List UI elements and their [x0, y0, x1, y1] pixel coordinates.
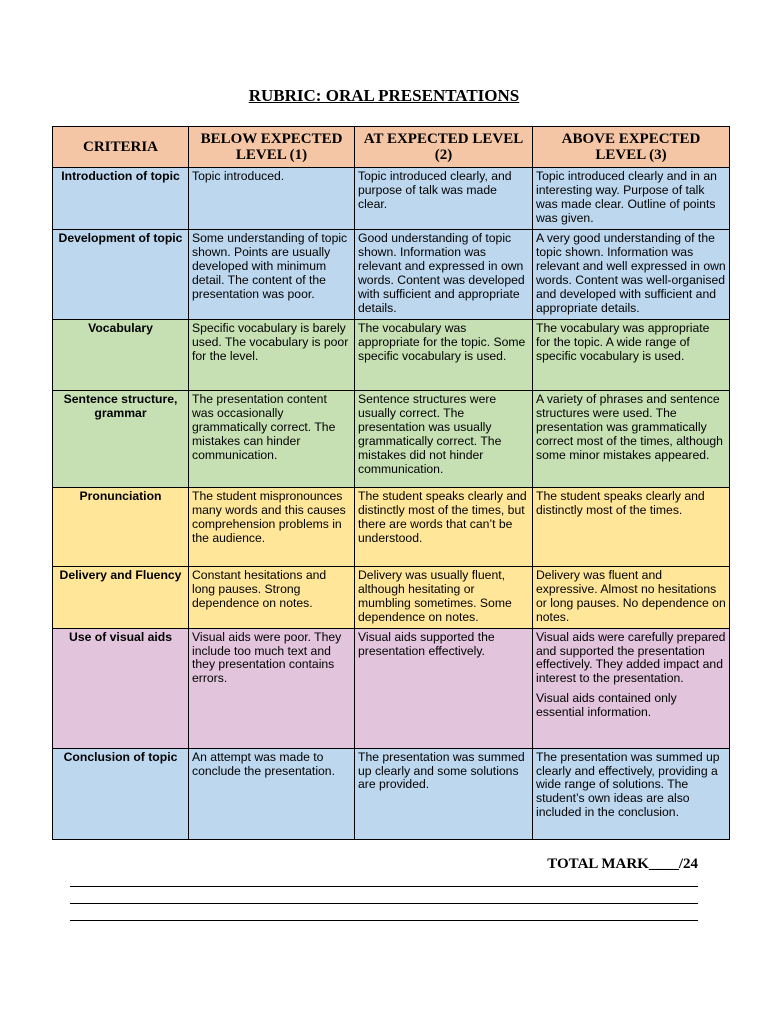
- descriptor-text: The student speaks clearly and distinctly most of the times.: [536, 489, 705, 517]
- descriptor-text: Visual aids were carefully prepared and supported the presentation effectively. They added impact and interest to the presentation.: [536, 629, 726, 686]
- criteria-cell: Conclusion of topic: [53, 748, 189, 839]
- above-expected-cell: [533, 320, 730, 391]
- rubric-row: [53, 567, 730, 629]
- above-expected-cell: [533, 391, 730, 488]
- below-expected-cell: [189, 391, 355, 488]
- criteria-cell: Sentence structure, grammar: [53, 391, 189, 488]
- at-expected-cell: [355, 391, 533, 488]
- criteria-cell: Vocabulary: [53, 320, 189, 391]
- at-expected-cell: [355, 488, 533, 567]
- at-expected-cell: [355, 320, 533, 391]
- at-expected-cell: [355, 748, 533, 839]
- rubric-table: [52, 126, 730, 840]
- rubric-row: [53, 488, 730, 567]
- above-expected-cell: [533, 230, 730, 320]
- descriptor-text: The student speaks clearly and distinctly most of the times, but there are words that can’t be understood.: [358, 489, 527, 545]
- descriptor-text: Delivery was fluent and expressive. Almost no hesitations or long pauses. No dependence on notes.: [536, 568, 726, 624]
- criteria-cell: Delivery and Fluency: [53, 567, 189, 629]
- descriptor-text: A very good understanding of the topic shown. Information was relevant and well expressed in own words. Content was well-organised and developed with sufficient and appropriate details.: [536, 231, 726, 315]
- below-expected-cell: [189, 230, 355, 320]
- at-expected-cell: [355, 168, 533, 230]
- descriptor-text: Topic introduced.: [192, 169, 285, 183]
- total-mark: TOTAL MARK____/24: [547, 856, 698, 872]
- descriptor-text: Good understanding of topic shown. Information was relevant and expressed in own words. Content was developed with sufficient and appropriate details.: [358, 231, 525, 315]
- above-expected-cell: [533, 748, 730, 839]
- answer-line: [70, 886, 698, 887]
- rubric-row: [53, 230, 730, 320]
- descriptor-text: The presentation was summed up clearly and some solutions are provided.: [358, 749, 525, 792]
- at-expected-cell: [355, 628, 533, 748]
- descriptor-text: The presentation content was occasionally grammatically correct. The mistakes can hinder communication.: [192, 392, 336, 462]
- descriptor-text: Topic introduced clearly, and purpose of talk was made clear.: [358, 169, 512, 211]
- rubric-row: [53, 391, 730, 488]
- descriptor-text: Constant hesitations and long pauses. Strong dependence on notes.: [192, 568, 327, 610]
- criteria-cell: Use of visual aids: [53, 628, 189, 748]
- descriptor-text: An attempt was made to conclude the presentation.: [192, 749, 335, 778]
- descriptor-text: Delivery was usually fluent, although hesitating or mumbling sometimes. Some dependence on notes.: [358, 568, 512, 624]
- answer-line: [70, 903, 698, 904]
- header-criteria: CRITERIA: [53, 127, 189, 168]
- descriptor-text: The presentation was summed up clearly and effectively, providing a wide range of solutions. The student’s own ideas are also included in the conclusion.: [536, 749, 720, 820]
- header-row: [53, 127, 730, 168]
- header-below-expected: BELOW EXPECTED LEVEL (1): [189, 127, 355, 168]
- header-at-expected: AT EXPECTED LEVEL (2): [355, 127, 533, 168]
- above-expected-cell: [533, 567, 730, 629]
- descriptor-text: Some understanding of topic shown. Points are usually developed with minimum detail. The content of the presentation was poor.: [192, 231, 348, 301]
- descriptor-text: Visual aids supported the presentation effectively.: [358, 629, 495, 658]
- criteria-cell: Development of topic: [53, 230, 189, 320]
- criteria-cell: Introduction of topic: [53, 168, 189, 230]
- at-expected-cell: [355, 230, 533, 320]
- descriptor-text: The vocabulary was appropriate for the topic. A wide range of specific vocabulary is used.: [536, 321, 710, 363]
- above-expected-cell: [533, 168, 730, 230]
- rubric-row: [53, 320, 730, 391]
- below-expected-cell: [189, 168, 355, 230]
- at-expected-cell: [355, 567, 533, 629]
- descriptor-text: Topic introduced clearly and in an interesting way. Purpose of talk was made clear. Outline of points was given.: [536, 169, 717, 225]
- descriptor-text: Specific vocabulary is barely used. The vocabulary is poor for the level.: [192, 321, 349, 363]
- below-expected-cell: [189, 628, 355, 748]
- below-expected-cell: [189, 748, 355, 839]
- above-expected-cell: [533, 488, 730, 567]
- rubric-row: [53, 168, 730, 230]
- descriptor-text: Sentence structures were usually correct. The presentation was usually grammatically correct. The mistakes did not hinder communication.: [358, 392, 502, 476]
- descriptor-text: The student mispronounces many words and this causes comprehension problems in the audience.: [192, 489, 346, 545]
- below-expected-cell: [189, 488, 355, 567]
- descriptor-text: Visual aids were poor. They include too much text and they presentation contains errors.: [192, 629, 342, 686]
- above-expected-cell: [533, 628, 730, 748]
- header-above-expected: ABOVE EXPECTED LEVEL (3): [533, 127, 730, 168]
- rubric-row: [53, 748, 730, 839]
- descriptor-note: Visual aids contained only essential information.: [536, 691, 677, 720]
- below-expected-cell: [189, 567, 355, 629]
- answer-line: [70, 920, 698, 921]
- descriptor-text: The vocabulary was appropriate for the topic. Some specific vocabulary is used.: [358, 321, 526, 363]
- criteria-cell: Pronunciation: [53, 488, 189, 567]
- descriptor-text: A variety of phrases and sentence structures were used. The presentation was grammatically correct most of the times, although some minor mistakes appeared.: [536, 392, 723, 462]
- below-expected-cell: [189, 320, 355, 391]
- document-title: RUBRIC: ORAL PRESENTATIONS: [248, 86, 520, 105]
- rubric-row: [53, 628, 730, 748]
